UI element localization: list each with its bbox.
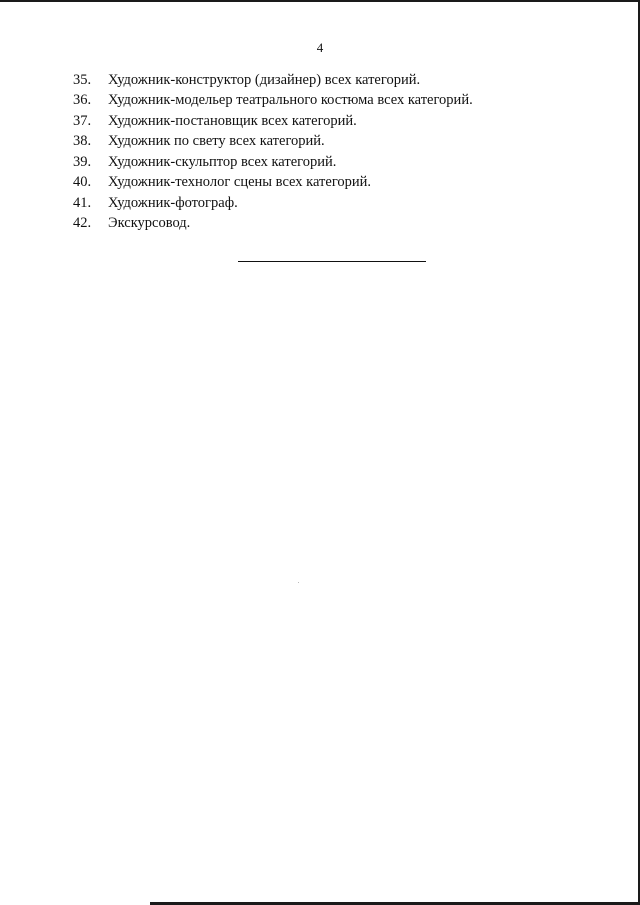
item-text: Художник-технолог сцены всех категорий. — [108, 174, 372, 191]
page-number: 4 — [316, 40, 324, 55]
profession-list — [73, 70, 473, 234]
item-text: Художник-скульптор всех категорий. — [108, 153, 337, 170]
item-text: Художник-модельер театрального костюма всех категорий. — [108, 92, 473, 109]
list-item — [73, 193, 473, 214]
item-text: Художник-фотограф. — [108, 194, 238, 211]
item-text: Художник-постановщик всех категорий. — [108, 112, 357, 129]
item-number: 35. — [73, 71, 92, 88]
item-number: 38. — [73, 133, 92, 150]
list-item — [73, 152, 473, 173]
item-number: 42. — [73, 215, 92, 232]
list-item — [73, 111, 473, 132]
item-number: 36. — [73, 92, 92, 109]
scan-edge-top — [0, 0, 640, 2]
list-item — [73, 70, 473, 91]
item-number: 41. — [73, 194, 92, 211]
item-text: Художник-конструктор (дизайнер) всех категорий. — [108, 71, 421, 88]
item-number: 37. — [73, 112, 92, 129]
list-item — [73, 91, 473, 112]
list-item — [73, 173, 473, 194]
item-text: Художник по свету всех категорий. — [108, 133, 325, 150]
list-item — [73, 214, 473, 235]
list-item — [73, 132, 473, 153]
item-number: 40. — [73, 174, 92, 191]
scan-speck — [298, 582, 299, 583]
item-text: Экскурсовод. — [108, 215, 191, 232]
end-rule — [238, 261, 426, 262]
item-number: 39. — [73, 153, 92, 170]
